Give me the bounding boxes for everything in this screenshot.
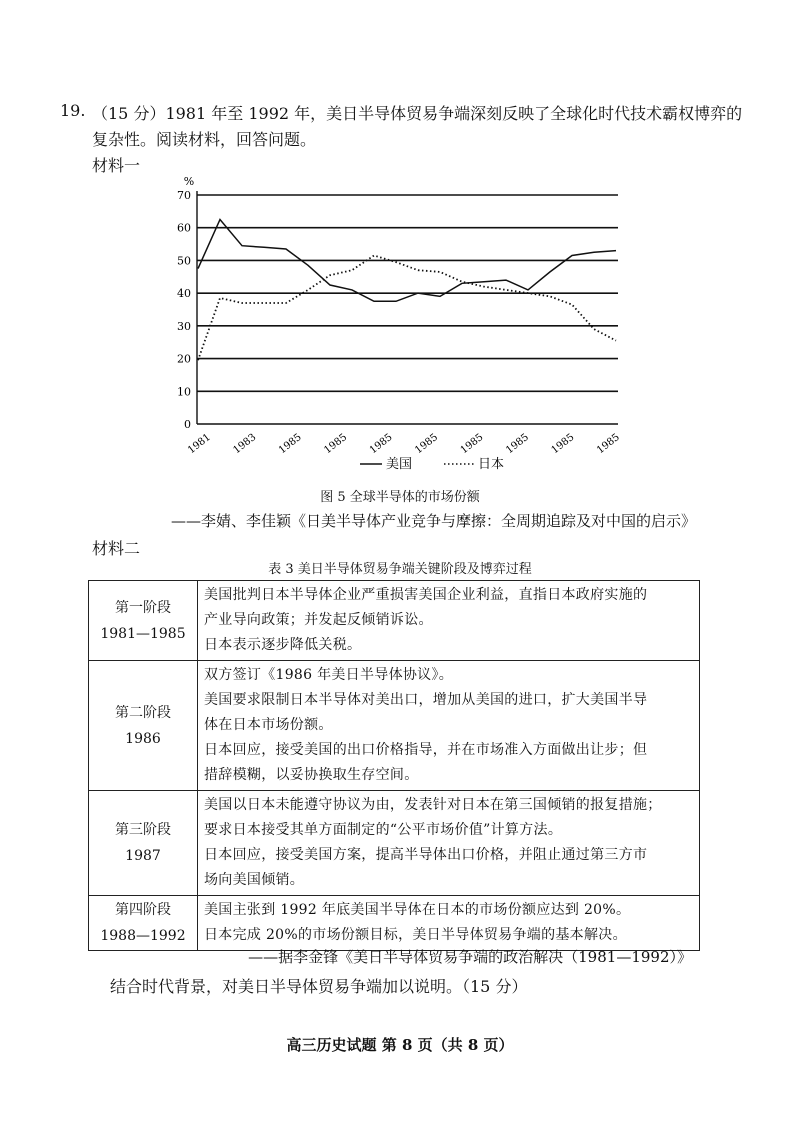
description-line: 日本表示逐步降低关税。 (204, 637, 362, 653)
description-line: 措辞模糊，以妥协换取生存空间。 (204, 767, 419, 783)
material1-label: 材料一 (92, 156, 141, 175)
figure-caption: 图 5 全球半导体的市场份额 (320, 490, 480, 505)
stage-name: 第二阶段 (115, 704, 171, 721)
x-tick-label: 1985 (458, 431, 486, 457)
y-unit-label: % (183, 175, 195, 188)
y-tick-label: 60 (177, 221, 191, 235)
x-tick-label: 1981 (186, 431, 213, 457)
table-row (89, 896, 700, 951)
stage-period: 1986 (125, 730, 161, 747)
y-tick-label: 50 (177, 254, 191, 268)
stage-name: 第一阶段 (115, 599, 171, 616)
legend-label: 日本 (478, 457, 505, 472)
description-line: 日本回应，接受美国的出口价格指导，并在市场准入方面做出让步；但 (204, 742, 648, 758)
stage-description (198, 661, 700, 791)
table-row (89, 661, 700, 791)
description-line: 日本回应，接受美国方案，提高半导体出口价格，并阻止通过第三方市 (204, 847, 648, 863)
question-stem-line2: 复杂性。阅读材料，回答问题。 (92, 130, 317, 149)
description-line: 美国批判日本半导体企业严重损害美国企业利益，直指日本政府实施的 (204, 587, 648, 603)
market-share-chart (160, 170, 640, 480)
x-tick-label: 1985 (367, 431, 395, 457)
material1-source: ——李婧、李佳颖《日美半导体产业竞争与摩擦：全周期追踪及对中国的启示》 (170, 512, 696, 530)
stages-table (88, 580, 700, 951)
description-line: 体在日本市场份额。 (204, 717, 333, 733)
description-line: 场向美国倾销。 (204, 872, 305, 888)
series-line (198, 256, 616, 361)
page-footer: 高三历史试题 第 8 页（共 8 页） (286, 1036, 514, 1054)
material2-label: 材料二 (92, 539, 141, 558)
stage-description (198, 581, 700, 661)
stage-period: 1988—1992 (100, 928, 186, 944)
stage-name: 第四阶段 (115, 902, 171, 918)
x-tick-label: 1983 (231, 431, 259, 457)
x-tick-label: 1985 (595, 431, 622, 457)
question-stem-line1: （15 分）1981 年至 1992 年，美日半导体贸易争端深刻反映了全球化时代技术霸权博弈的 (92, 104, 743, 123)
material2-source: ——据李金锋《美日半导体贸易争端的政治解决（1981—1992）》 (248, 948, 692, 966)
stage-period: 1987 (125, 848, 161, 864)
y-tick-label: 0 (184, 418, 191, 431)
x-tick-label: 1985 (413, 431, 441, 457)
x-tick-label: 1985 (322, 431, 350, 457)
question-number: 19. (60, 101, 86, 120)
stage-name: 第三阶段 (115, 822, 171, 838)
y-tick-label: 70 (177, 189, 191, 202)
description-line: 产业导向政策；并发起反倾销诉讼。 (204, 612, 433, 628)
stage-period: 1981—1985 (100, 625, 186, 642)
stage-description (198, 791, 700, 896)
y-tick-label: 40 (177, 287, 191, 301)
x-tick-label: 1985 (549, 431, 577, 457)
stage-cell (89, 661, 198, 791)
x-tick-label: 1985 (276, 431, 304, 457)
x-tick-label: 1985 (504, 431, 531, 457)
description-line: 美国要求限制日本半导体对美出口，增加从美国的进口，扩大美国半导 (204, 692, 648, 708)
table-caption: 表 3 美日半导体贸易争端关键阶段及博弈过程 (268, 562, 532, 577)
stage-cell (89, 896, 198, 951)
stage-cell (89, 581, 198, 661)
stage-cell (89, 791, 198, 896)
table-row (89, 791, 700, 896)
description-line: 美国主张到 1992 年底美国半导体在日本的市场份额应达到 20%。 (204, 902, 631, 918)
legend-label: 美国 (386, 457, 413, 472)
question-prompt: 结合时代背景，对美日半导体贸易争端加以说明。（15 分） (110, 977, 528, 996)
description-line: 日本完成 20%的市场份额目标，美日半导体贸易争端的基本解决。 (204, 927, 627, 943)
description-line: 双方签订《1986 年美日半导体协议》。 (204, 667, 454, 683)
stage-description (198, 896, 700, 951)
description-line: 美国以日本未能遵守协议为由，发表针对日本在第三国倾销的报复措施； (204, 797, 662, 813)
y-tick-label: 20 (177, 352, 191, 366)
y-tick-label: 30 (177, 319, 191, 333)
description-line: 要求日本接受其单方面制定的“公平市场价值”计算方法。 (204, 822, 563, 838)
table-row (89, 581, 700, 661)
y-tick-label: 10 (177, 385, 191, 399)
